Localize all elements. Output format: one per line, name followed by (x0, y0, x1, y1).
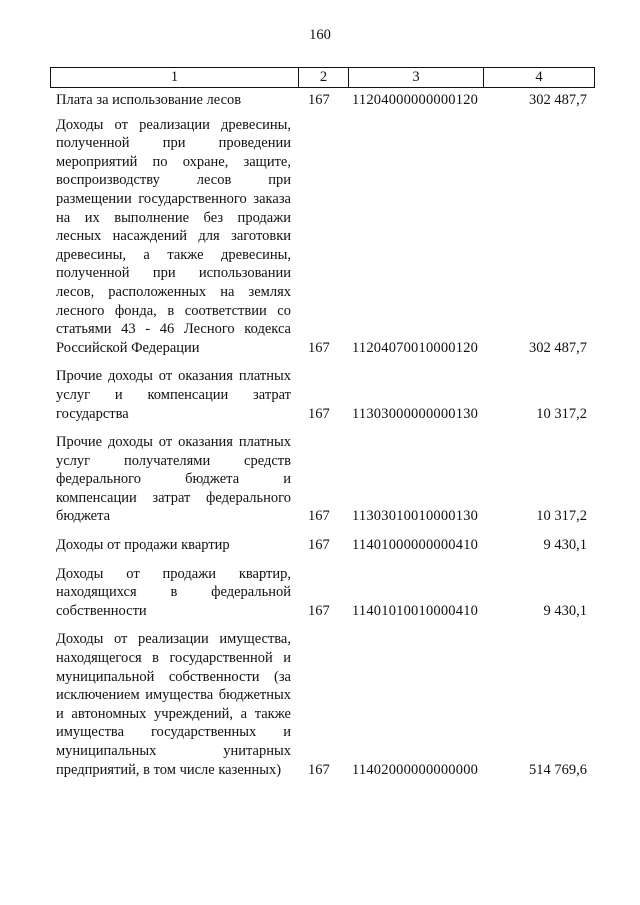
row-kbk-code: 11401000000000410 (352, 537, 479, 554)
header-col-1: 1 (51, 68, 299, 87)
row-amount: 10 317,2 (536, 508, 587, 525)
header-col-4: 4 (535, 69, 543, 85)
table-row (0, 565, 640, 621)
row-description: Доходы от реализации имущества, находящегося в государственной и муниципальной собственности (за исключением имущества бюджетных и автономных учреждений, а также имущества государственных и муниципальных унитарных предприятий, в том числе казенных) (56, 631, 291, 778)
row-description: Доходы от продажи квартир (56, 537, 230, 554)
row-description: Плата за использование лесов (56, 92, 242, 108)
table-row (0, 367, 640, 423)
row-admin-code: 167 (308, 405, 330, 422)
row-description: Доходы от реализации древесины, полученной при проведении мероприятий по охране, защите, воспроизводству лесов при размещении государственного заказа на их выполнение без продажи лесных насаждений для заготовки древесины, а также древесины, полученной при использовании лесов, расположенных на землях лесного фонда, в соответствии со статьями 43 - 46 Лесного кодекса Российской Федерации (56, 116, 291, 356)
row-admin-code: 167 (308, 602, 330, 619)
row-kbk-code: 11204000000000120 (352, 92, 479, 108)
row-amount: 302 487,7 (529, 92, 587, 108)
row-admin-code: 167 (308, 761, 330, 778)
table-row (0, 536, 640, 555)
row-admin-code: 167 (308, 339, 330, 356)
page-number: 160 (309, 27, 331, 43)
row-kbk-code: 11401010010000410 (352, 602, 479, 619)
row-description: Доходы от продажи квартир, находящихся в федеральной собственности (56, 565, 291, 619)
row-description: Прочие доходы от оказания платных услуг и компенсации затрат государства (56, 368, 291, 422)
row-kbk-code: 11303010010000130 (352, 508, 479, 525)
row-amount: 302 487,7 (529, 339, 587, 356)
row-description: Прочие доходы от оказания платных услуг получателями средств федерального бюджета и компенсации затрат федерального бюджета (56, 434, 291, 525)
table-row (0, 116, 640, 358)
header-col-2: 2 (299, 68, 349, 87)
row-admin-code: 167 (308, 92, 330, 108)
table-body (0, 91, 640, 789)
table-row (0, 630, 640, 779)
header-col-3: 3 (349, 68, 484, 87)
row-kbk-code: 11204070010000120 (352, 339, 479, 356)
table-header (50, 67, 595, 88)
table-row (0, 433, 640, 526)
row-amount: 9 430,1 (543, 537, 587, 554)
row-amount: 9 430,1 (543, 602, 587, 619)
row-kbk-code: 11303000000000130 (352, 405, 479, 422)
row-kbk-code: 11402000000000000 (352, 761, 479, 778)
table-row (0, 91, 640, 110)
row-amount: 10 317,2 (536, 405, 587, 422)
row-admin-code: 167 (308, 508, 330, 525)
row-admin-code: 167 (308, 537, 330, 554)
row-amount: 514 769,6 (529, 761, 587, 778)
